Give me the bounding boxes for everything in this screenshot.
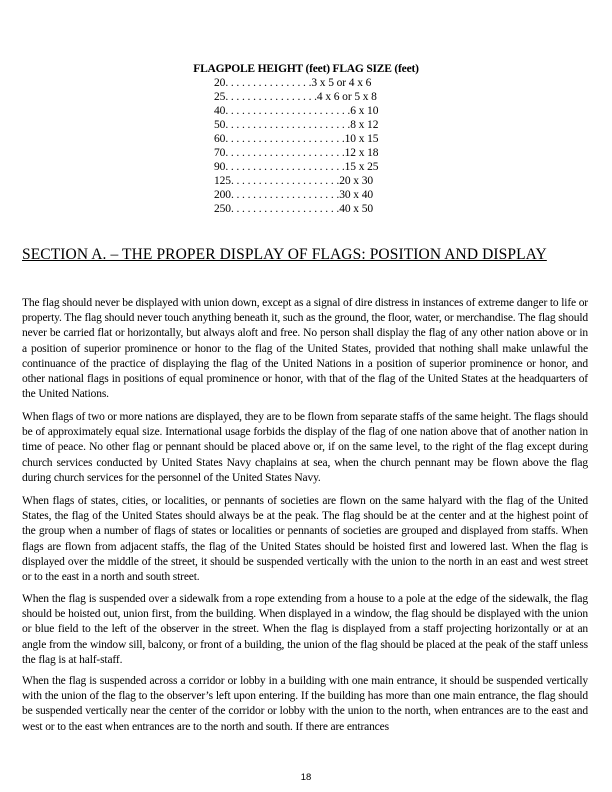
flag-size-header: FLAG SIZE (feet): [332, 63, 419, 75]
page-number: 18: [300, 772, 312, 783]
leader-dots: . . . . . . . . . . . . . . . . . . . .: [230, 175, 340, 187]
table-row: [214, 202, 414, 216]
table-row: [214, 132, 414, 146]
body-paragraph: When flags of states, cities, or localities, or pennants of societies are flown on the same halyard with the flag of the United States, the flag of the United States should always be at the peak. The flag should be at the center and at the highest point of the group when a number of flags of states or localities or pennants of societies are grouped and displayed from staffs. When flags are flown from adjacent staffs, the flag of the United States should be hoisted first and lowered last. When the flag is displayed over the middle of the street, it should be suspended vertically with the union to the north in an east and west street or to the east in a north and south street.: [22, 495, 588, 584]
flag-size: 3 x 5 or 4 x 6: [311, 77, 372, 89]
flag-size: 10 x 15: [344, 133, 379, 145]
flagpole-height: 125: [214, 175, 231, 187]
leader-dots: . . . . . . . . . . . . . . . . . . . . . .: [225, 133, 345, 145]
section-heading: SECTION A. – THE PROPER DISPLAY OF FLAGS: POSITION AND DISPLAY: [22, 246, 547, 263]
table-row: [214, 118, 414, 132]
table-row: [214, 160, 414, 174]
flag-size-table: [214, 76, 414, 216]
leader-dots: . . . . . . . . . . . . . . . . . . . . . . .: [225, 119, 351, 131]
flagpole-height: 50: [214, 119, 226, 131]
flagpole-height: 90: [214, 161, 226, 173]
flag-size: 30 x 40: [339, 189, 373, 201]
body-paragraph: When the flag is suspended across a corridor or lobby in a building with one main entrance, it should be suspended vertically with the union of the flag to the observer’s left upon entering. If the building has more than one main entrance, the flag should be suspended vertically near the center of the corridor or lobby with the union to the north, when entrances are to the east and west or to the east when entrances are to the north and south. If there are entrances: [22, 675, 588, 733]
flag-size: 40 x 50: [339, 203, 373, 215]
flag-size: 6 x 10: [350, 105, 379, 117]
table-row: [214, 76, 414, 90]
leader-dots: . . . . . . . . . . . . . . . . . . . .: [230, 189, 340, 201]
leader-dots: . . . . . . . . . . . . . . . . .: [225, 91, 317, 103]
flag-size: 15 x 25: [344, 161, 379, 173]
body-paragraph: When flags of two or more nations are displayed, they are to be flown from separate staffs of the same height. The flags should be of approximately equal size. International usage forbids the display of the flag of one nation above that of another nation in time of peace. No other flag or pennant should be placed above or, if on the same level, to the right of the flag except during church services conducted by United States Navy chaplains at sea, when the church pennant may be flown above the flag during church services for the personnel of the United States Navy.: [22, 411, 588, 484]
flag-size: 12 x 18: [344, 147, 379, 159]
flagpole-height: 60: [214, 133, 226, 145]
flagpole-height: 40: [214, 105, 226, 117]
body-paragraph: When the flag is suspended over a sidewalk from a rope extending from a house to a pole at the edge of the sidewalk, the flag should be hoisted out, union first, from the building. When displayed in a window, the flag should be displayed with the union or blue field to the left of the observer in the street. When the flag is displayed from a staff projecting horizontally or at an angle from the window sill, balcony, or front of a building, the union of the flag should be placed at the peak of the staff unless the flag is at half-staff.: [22, 593, 588, 666]
table-row: [214, 146, 414, 160]
leader-dots: . . . . . . . . . . . . . . . . . . . .: [230, 203, 340, 215]
flag-size: 8 x 12: [350, 119, 379, 131]
flag-size: 4 x 6 or 5 x 8: [316, 91, 377, 103]
flagpole-height: 200: [214, 189, 231, 201]
flagpole-height-header: FLAGPOLE HEIGHT (feet): [193, 63, 330, 75]
leader-dots: . . . . . . . . . . . . . . . . . . . . . . .: [225, 105, 351, 117]
table-row: [214, 174, 414, 188]
flagpole-height: 70: [214, 147, 226, 159]
flag-table-header: [0, 63, 612, 75]
flagpole-height: 25: [214, 91, 226, 103]
table-row: [214, 188, 414, 202]
leader-dots: . . . . . . . . . . . . . . . .: [225, 77, 312, 89]
table-row: [214, 90, 414, 104]
body-paragraph: The flag should never be displayed with union down, except as a signal of dire distress in instances of extreme danger to life or property. The flag should never touch anything beneath it, such as the ground, the floor, water, or merchandise. The flag should never be carried flat or horizontally, but always aloft and free. No person shall display the flag of any other nation above or in a position of superior prominence or honor to the flag of the United States, provided that nothing shall make unlawful the continuance of the practice of displaying the flag of the United Nations in a position of superior prominence or honor, and other national flags in positions of equal prominence or honor, with that of the flag of the United States at the headquarters of the United Nations.: [22, 297, 588, 401]
leader-dots: . . . . . . . . . . . . . . . . . . . . . .: [225, 147, 345, 159]
flag-size: 20 x 30: [339, 175, 373, 187]
table-row: [214, 104, 414, 118]
leader-dots: . . . . . . . . . . . . . . . . . . . . . .: [225, 161, 345, 173]
flagpole-height: 20: [214, 77, 226, 89]
flagpole-height: 250: [214, 203, 231, 215]
